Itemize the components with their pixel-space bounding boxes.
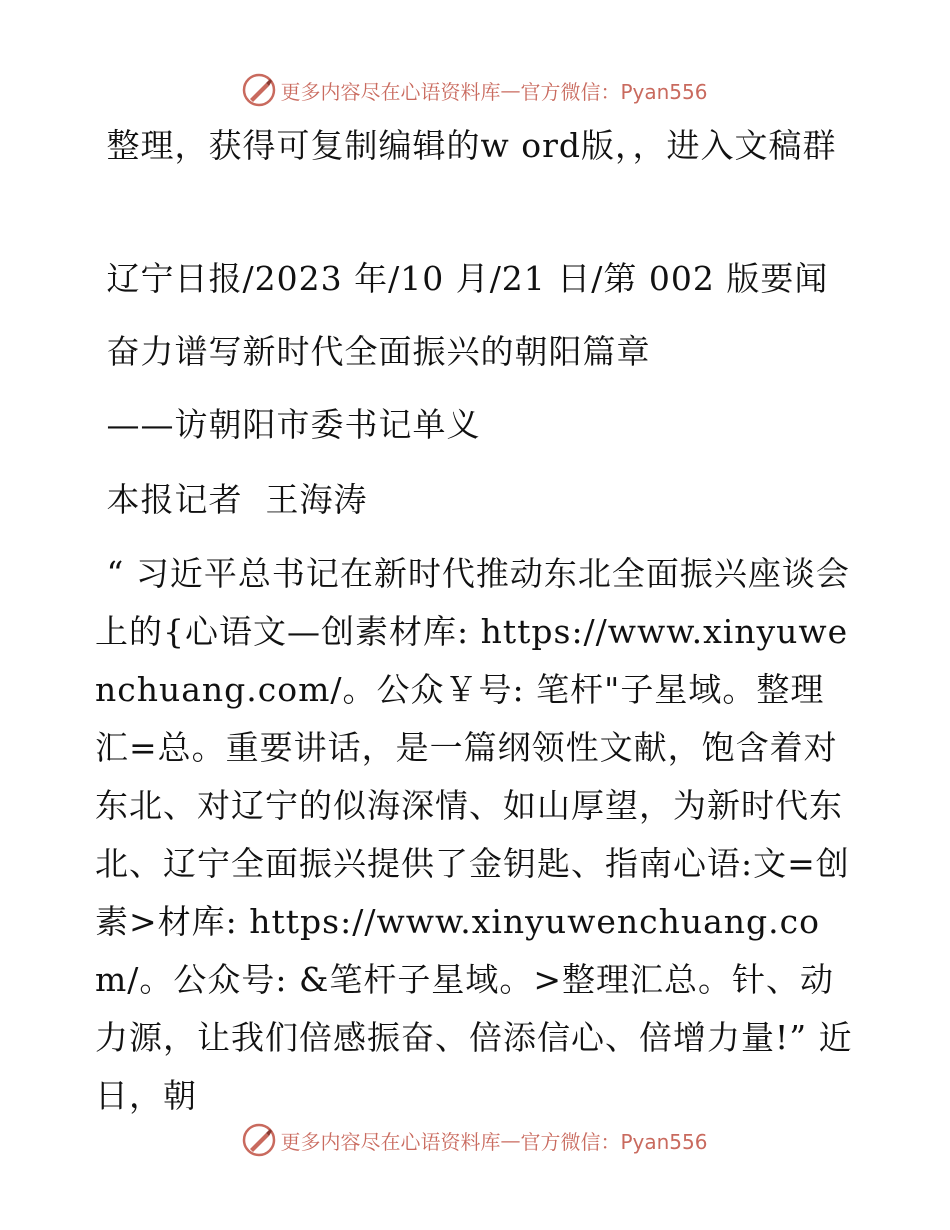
footer-banner-separator: — [500,1128,521,1152]
pen-logo-icon [242,73,276,107]
header-banner [0,70,950,110]
article-body-paragraph: “ 习近平总书记在新时代推动东北全面振兴座谈会上的{心语文—创素材库: https://www.xinyuwenchuang.com/。公众￥号: 笔杆"子星域。整理汇=总。重要讲话，是一篇纲领性文献，饱含着对东北、对辽宁的似海深情、如山厚望，为新时代东北、辽宁全面振兴提供了金钥匙、指南心语:文=创素>材库: https://www.xinyuwenchuang.com/。公众号: &笔杆子星域。>整理汇总。针、动力源，让我们倍感振奋、倍添信心、倍增力量!” 近日，朝 [95,554,853,1115]
footer-banner-text: 更多内容尽在心语资料库 [280,1129,501,1154]
article-byline: 本报记者 王海涛 [95,480,368,519]
paragraph-intro: 整理，获得可复制编辑的w ord版，，进入文稿群 [95,126,837,165]
footer-banner [0,1120,950,1160]
paragraph-source-line: 辽宁日报/2023 年/10 月/21 日/第 002 版要闻 [95,259,829,298]
header-banner-separator: — [500,78,521,102]
footer-wechat-text: 官方微信：Pyan556 [520,1129,708,1154]
article-subtitle: ——访朝阳市委书记单义 [95,405,481,444]
header-banner-text: 更多内容尽在心语资料库 [280,79,501,104]
article-title: 奋力谱写新时代全面振兴的朝阳篇章 [95,332,651,371]
pen-logo-icon [242,1123,276,1157]
header-wechat-text: 官方微信：Pyan556 [520,79,708,104]
